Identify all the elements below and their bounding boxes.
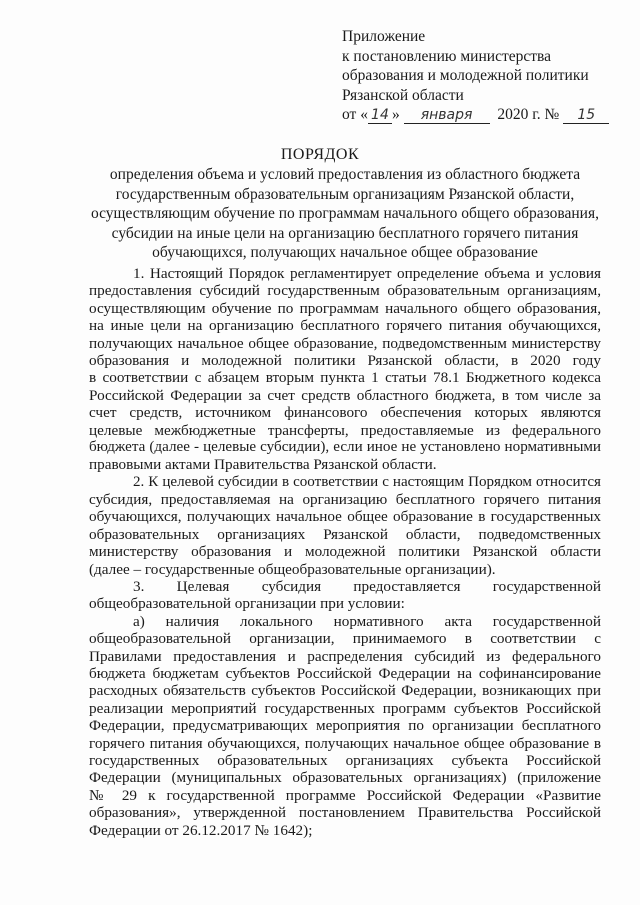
paragraph-line: образования и молодежной политики Рязанской области, в 2020 году bbox=[89, 351, 601, 369]
document-subtitle bbox=[80, 165, 610, 263]
paragraph-line: 3. Целевая субсидия предоставляется государственной bbox=[133, 578, 601, 596]
paragraph-line: общеобразовательной организации при условии: bbox=[89, 595, 405, 613]
appendix-line-1: Приложение bbox=[342, 28, 426, 45]
paragraph-line: Федерации, предусматривающих мероприятия по организации бесплатного bbox=[89, 717, 601, 735]
paragraph-line: целевые межбюджетные трансферты, предоставляемые из федерального bbox=[89, 421, 601, 439]
appendix-header bbox=[342, 27, 632, 125]
paragraph-line: 2. К целевой субсидии в соответствии с настоящим Порядком относится bbox=[133, 473, 601, 490]
paragraph-line: 1. Настоящий Порядок регламентирует определение объема и условия bbox=[133, 265, 601, 282]
paragraph-line: а) наличия локального нормативного акта государственной bbox=[133, 612, 601, 630]
appendix-line-3: образования и молодежной политики bbox=[342, 67, 589, 84]
paragraph-line: № 29 к государственной программе Российской Федерации «Развитие bbox=[89, 786, 601, 804]
date-mid: » bbox=[391, 106, 400, 123]
paragraph-line: Правилами предоставления и распределения субсидий из федерального bbox=[89, 647, 601, 665]
paragraph-line: министерству образования и молодежной политики Рязанской области bbox=[89, 543, 601, 561]
subtitle-line: государственным образовательным организациям Рязанской области, bbox=[115, 185, 575, 203]
paragraph-line: бюджета (далее - целевые субсидии), если иное не установлено нормативными bbox=[89, 438, 601, 455]
handwritten-number: 15 bbox=[563, 107, 609, 124]
paragraph-line: государственных образовательных организациях субъекта Российской bbox=[89, 751, 601, 769]
paragraph-line: горячего питания обучающихся, получающих начальное общее образование в bbox=[89, 734, 601, 752]
subtitle-line: обучающихся, получающих начальное общее образование bbox=[152, 244, 538, 261]
subtitle-line: определения объема и условий предоставления из областного бюджета bbox=[109, 166, 581, 183]
paragraph-line: получающих начальное общее образование, подведомственным министерству bbox=[89, 334, 601, 352]
paragraph-line: Федерации (муниципальных образовательных организациях) (приложение bbox=[89, 769, 601, 787]
paragraph-1 bbox=[89, 265, 601, 474]
paragraph-line: в соответствии с абзацем вторым пункта 1 статьи 78.1 Бюджетного кодекса bbox=[89, 369, 601, 387]
paragraph-line: (далее – государственные общеобразовательные организации). bbox=[89, 560, 496, 578]
paragraph-line: Российской Федерации за счет средств областного бюджета, в том числе за bbox=[89, 386, 601, 404]
paragraph-line: обучающихся, получающих начальное общее образование в государственных bbox=[89, 508, 601, 526]
date-prefix: от « bbox=[342, 106, 368, 123]
paragraph-line: Федерации от 26.12.2017 № 1642); bbox=[89, 821, 313, 839]
paragraph-line: правовыми актами Правительства Рязанской области. bbox=[89, 456, 437, 474]
paragraph-line: предоставления субсидий государственным образовательным организациям, bbox=[89, 282, 601, 300]
appendix-line-4: Рязанской области bbox=[342, 86, 464, 104]
paragraph-3 bbox=[89, 578, 601, 613]
paragraph-line: общеобразовательной организации, принимаемого в соответствии с bbox=[89, 630, 601, 648]
paragraph-line: реализации мероприятий государственных программ субъектов Российской bbox=[89, 699, 601, 717]
paragraph-line: осуществляющим обучение по программам начального общего образования, bbox=[89, 299, 601, 317]
paragraph-3a bbox=[89, 613, 601, 839]
paragraph-line: счет средств, источником финансового обеспечения которых являются bbox=[89, 404, 601, 422]
paragraph-line: субсидия, предоставляемая на организацию бесплатного горячего питания bbox=[89, 491, 601, 509]
paragraph-line: образования», утвержденной постановлением Правительства Российской bbox=[89, 804, 601, 822]
paragraph-line: на иные цели на организацию бесплатного горячего питания обучающихся, bbox=[89, 317, 601, 335]
handwritten-day: 14 bbox=[368, 107, 392, 124]
paragraph-line: бюджета бюджетам субъектов Российской Федерации на софинансирование bbox=[89, 664, 601, 682]
handwritten-month: января bbox=[404, 107, 490, 124]
paragraph-2 bbox=[89, 474, 601, 578]
document-body bbox=[89, 265, 601, 839]
document-title: ПОРЯДОК bbox=[280, 146, 360, 163]
paragraph-line: расходных обязательств субъектов Российской Федерации, возникающих при bbox=[89, 682, 601, 700]
appendix-date-line bbox=[342, 105, 632, 125]
paragraph-line: образовательных организациях Рязанской области, подведомственных bbox=[89, 525, 601, 543]
subtitle-line: субсидии на иные цели на организацию бесплатного горячего питания bbox=[111, 224, 579, 242]
subtitle-line: осуществляющим обучение по программам начального общего образования, bbox=[91, 205, 599, 222]
date-year: 2020 г. № bbox=[497, 106, 560, 123]
appendix-line-2: к постановлению министерства bbox=[342, 47, 552, 65]
